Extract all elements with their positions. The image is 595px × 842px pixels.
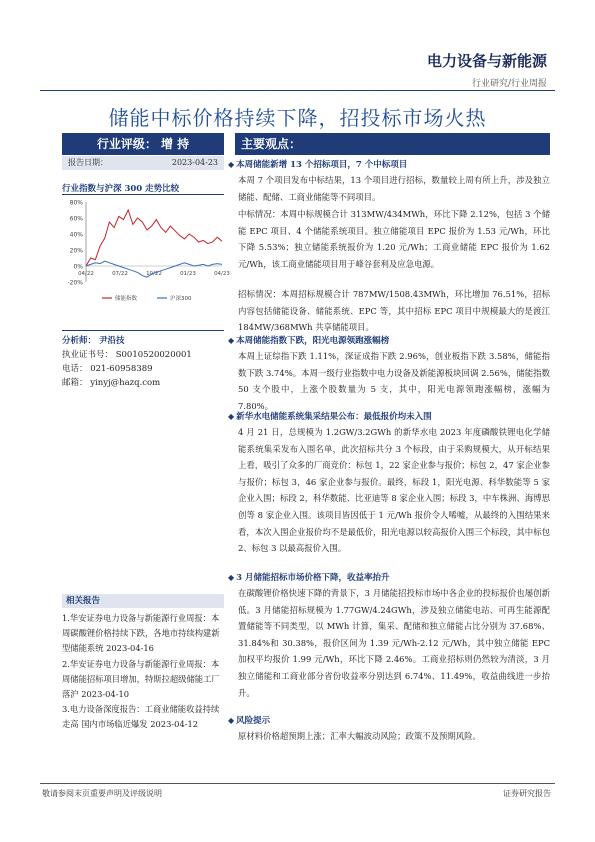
y-tick-label: -20%	[67, 279, 83, 287]
section-2-para-1: 本周上证综指下跌 1.11%，深证成指下跌 2.96%，创业板指下跌 3.58%，储能指数下跌 3.74%。本周一级行业指数中电力设备及新能源板块回调 2.56%，储能指数 50 支个股中，上涨个股数量为 5 支，其中，阳光电源领跑涨幅榜，涨幅为 7.80%。	[238, 351, 550, 411]
legend-label: 沪深300	[170, 296, 192, 302]
main-points-heading: 主要观点：	[235, 133, 550, 155]
diamond-icon: ◆	[228, 715, 235, 725]
y-tick-label: 20%	[69, 247, 83, 255]
header-divider	[40, 90, 555, 91]
diamond-icon: ◆	[228, 335, 235, 345]
report-date-row	[62, 156, 224, 170]
related-report-3[interactable]: 3.电力设备深度报告：工商业储能收益持续走高 国内市场临近爆发 2023-04-12	[62, 704, 220, 729]
sector-name: 电力设备与新能源	[426, 52, 547, 70]
x-tick-label: 04/22	[78, 271, 94, 277]
section-bullet-4: ◆ 3 月储能招标市场价格下降，收益率抬升	[228, 572, 390, 583]
section-3-para-1: 4 月 21 日，总规模为 1.2GW/3.2GWh 的新华水电 2023 年度磷酸铁锂电化学储能系统集采发布入围名单，此次招标共分 3 个标段，由于采购规模大，从开标结果上看，吸引了众多的厂商竞价：标包 1，22 家企业参与报价；标包 2，47 家企业参与报价；标包 3，46 家企业参与报价。最终，标段 1，阳光电源、科华数能等 5 家企业入围；标段 2，科华数能、比亚迪等 8 家企业入围；标段 3，中车株洲、海博思创等 8 家企业入围。该项目皆因低于 1 元/Wh 报价令人唏嘘，从最终的入围结果来看，本次入围企业报价均不是最低价，阳光电源以较高报价入围三个标段，其中标包 2、标包 3 以最高报价入围。	[238, 427, 550, 554]
report-date-value: 2023-04-23	[171, 158, 218, 167]
section-5-para-1: 原材料价格超预期上涨；汇率大幅波动风险；政策不及预期风险。	[238, 731, 481, 741]
diamond-icon: ◆	[228, 572, 235, 582]
y-tick-label: 60%	[69, 215, 83, 223]
chart-title-rule	[62, 194, 224, 195]
series-line-1	[86, 210, 222, 266]
analyst-name: 分析师： 尹沿技	[62, 336, 125, 346]
section-1-para-3: 招标情况：本周招标规模合计 787MW/1508.43MWh，环比增加 76.51%，招标内容包括储能设备、储能系统、EPC 等，其中招标 EPC 项目中规模最大的是渡江 184MW/368MWh 共享储能项目。	[238, 289, 550, 333]
analyst-license: 执业证书号： S0010520020001	[62, 350, 192, 360]
index-comparison-chart	[62, 196, 230, 308]
section-4-para-1: 在碳酸锂价格快速下降的背景下，3 月储能招投标市场中各企业的投标报价也屡创新低。3 月储能招标规模为 1.77GW/4.24GWh，涉及独立储能电站、可再生能源配置储能等不同类型，以 MWh 计算，集采、配储和独立储能占比分别为 37.68%、31.84%和 30.38%，报价区间为 1.39 元/Wh-2.12 元/Wh，其中独立储能 EPC 加权平均报价 1.99 元/Wh，环比下降 2.46%。工商业招标则仍然较为清淡，3 月独立储能和工商业部分省份收益率分别达到 6.74%、11.49%，收益曲线进一步抬升。	[238, 588, 550, 698]
x-tick-label: 07/22	[112, 271, 128, 277]
y-tick-label: 40%	[69, 231, 83, 239]
section-bullet-2: ◆ 本周储能指数下跌，阳光电源领跑涨幅榜	[228, 335, 390, 346]
footer-disclaimer: 敬请参阅末页重要声明及评级说明	[42, 789, 162, 798]
report-type: 行业研究/行业周报	[471, 79, 547, 89]
related-report-1[interactable]: 1.华安证券电力设备与新能源行业周报：本周碳酸锂价格持续下跌，各地市持续构建新型储能系统 2023-04-16	[62, 613, 220, 653]
report-date-label: 报告日期：	[68, 158, 108, 167]
y-tick-label: 80%	[69, 199, 83, 207]
footer-report-label: 证券研究报告	[503, 789, 551, 798]
related-report-2[interactable]: 2.华安证券电力设备与新能源行业周报：本周储能招标项目增加，特斯拉超级储能工厂落沪 2023-04-10	[62, 659, 220, 699]
analyst-rule	[62, 330, 224, 331]
x-tick-label: 04/23	[214, 271, 230, 277]
industry-rating: 行业评级： 增 持	[62, 133, 224, 155]
section-1-para-2: 中标情况：本周中标规模合计 313MW/434MWh，环比下降 2.12%，包括 3 个储能 EPC 项目、4 个储能系统项目。独立储能项目 EPC 报价为 1.53 元/Wh，环比下降 5.53%；独立储能系统报价为 1.20 元/Wh；工商业储能 EPC 报价为 1.62 元/Wh，该工商业储能项目用于峰谷套利及应急电源。	[238, 209, 550, 269]
diamond-icon: ◆	[228, 159, 235, 169]
legend-label: 储能指数	[115, 296, 138, 302]
x-tick-label: 10/22	[146, 271, 162, 277]
diamond-icon: ◆	[228, 411, 235, 421]
analyst-phone: 电话： 021-60958389	[62, 364, 153, 374]
related-reports-title: 相关报告	[62, 594, 224, 608]
section-bullet-5: ◆ 风险提示	[228, 715, 271, 726]
section-1-para-1: 本周 7 个项目发布中标结果，13 个项目进行招标，数量较上周有所上升，涉及独立储能、配储、工商业储能等不同项目。	[238, 175, 550, 202]
y-tick-label: 0%	[73, 263, 83, 271]
footer-divider	[40, 783, 555, 784]
chart-title: 行业指数与沪深 300 走势比较	[62, 184, 180, 194]
x-tick-label: 01/23	[180, 271, 196, 277]
section-bullet-3: ◆ 新华水电储能系统集采结果公布：最低报价均未入围	[228, 411, 432, 422]
analyst-email: 邮箱： yinyj@hazq.com	[62, 378, 161, 388]
section-bullet-1: ◆ 本周储能新增 13 个招标项目，7 个中标项目	[228, 159, 408, 170]
report-title: 储能中标价格持续下降，招投标市场火热	[108, 106, 487, 130]
